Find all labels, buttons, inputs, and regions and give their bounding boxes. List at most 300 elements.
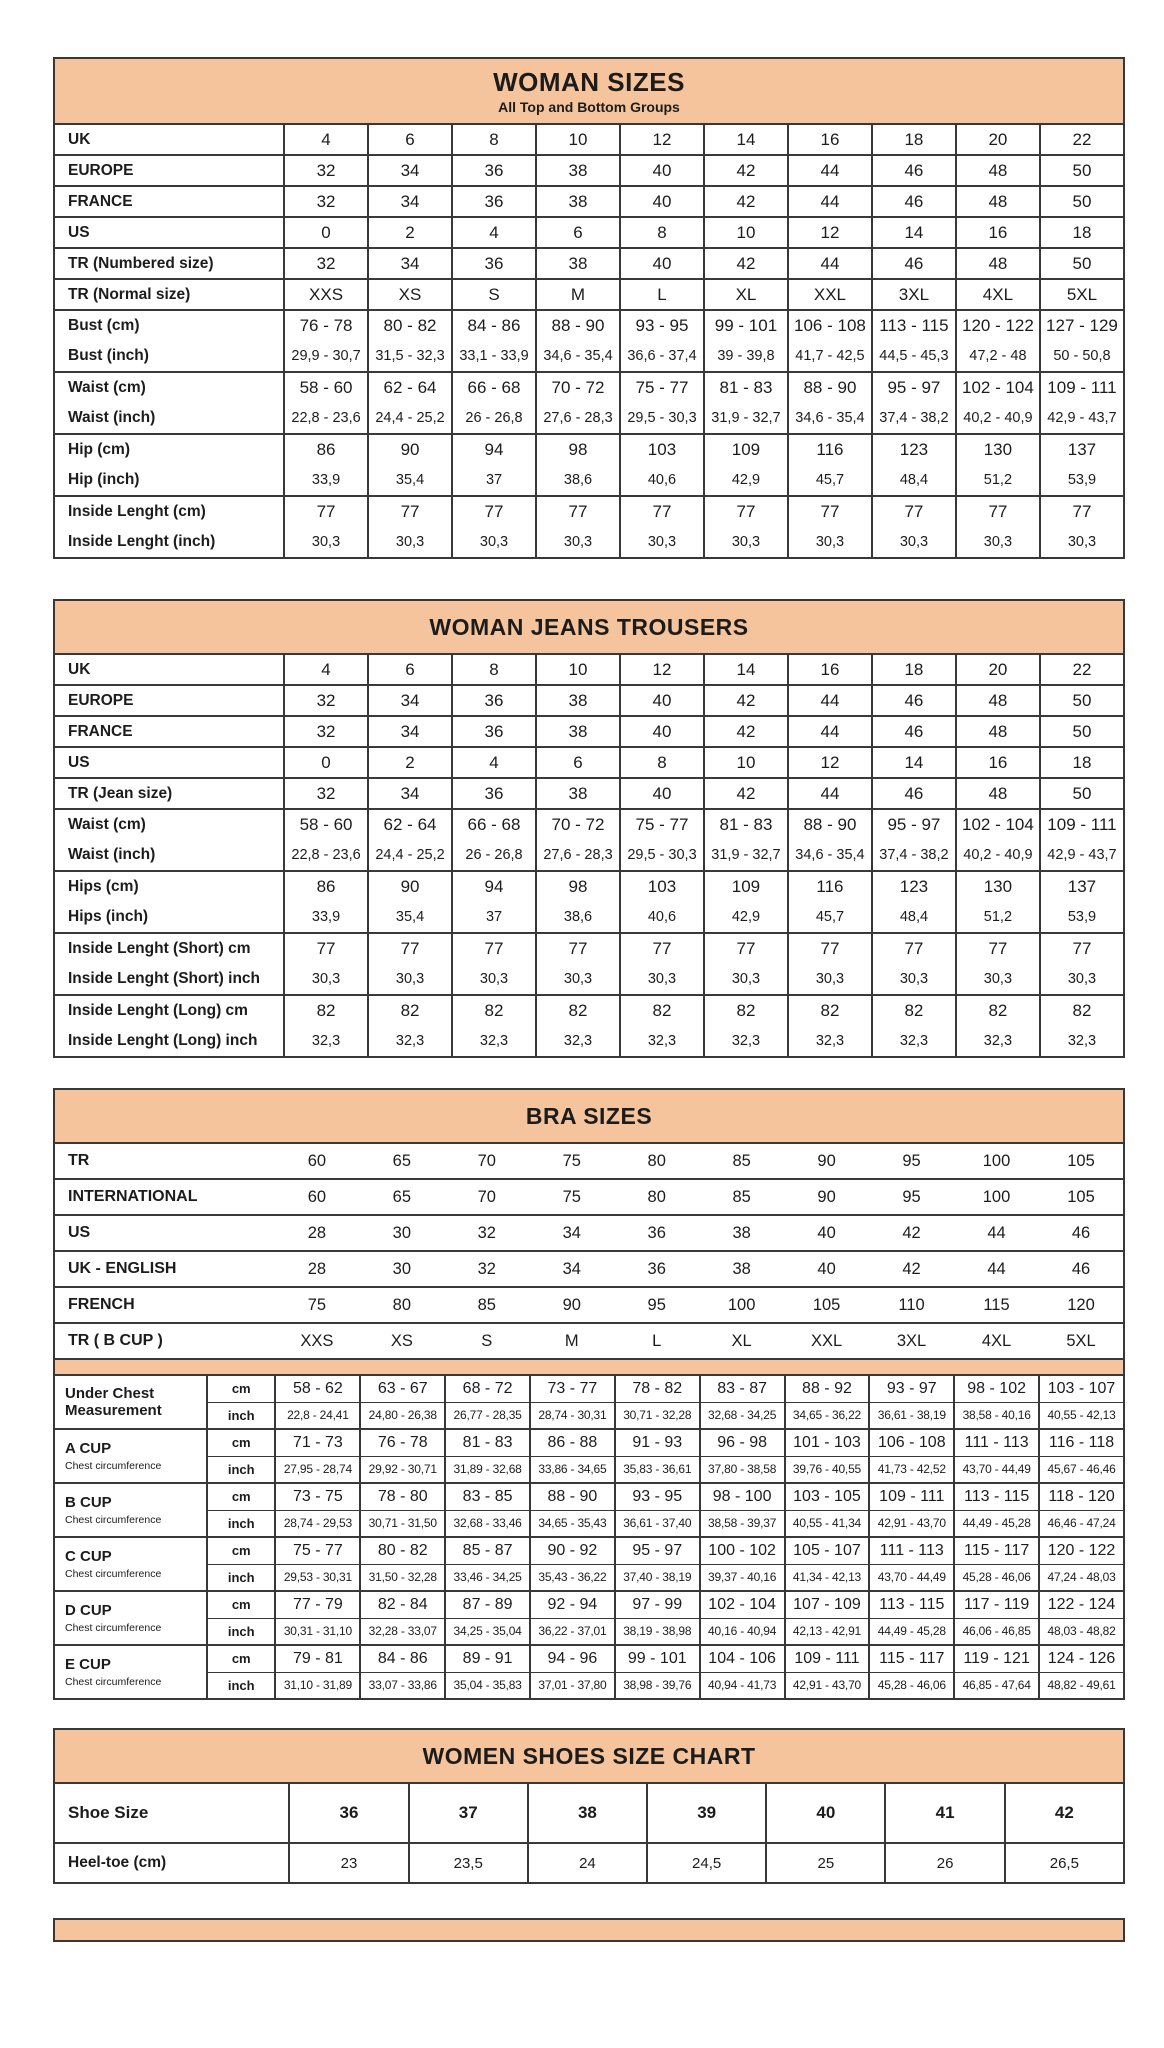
value-cell: 36,6 - 37,4 <box>620 341 704 372</box>
value-cell: 41,34 - 42,13 <box>785 1564 870 1591</box>
value-cell: 85 - 87 <box>445 1537 530 1564</box>
table-row <box>54 1645 1124 1672</box>
row-label: TR ( B CUP ) <box>54 1323 274 1359</box>
value-cell: 30,3 <box>452 527 536 558</box>
value-cell: 37 <box>409 1783 528 1843</box>
value-cell: 42,13 - 42,91 <box>785 1618 870 1645</box>
value-cell: 102 - 104 <box>700 1591 785 1618</box>
value-cell: 82 <box>704 995 788 1026</box>
value-cell: 115 - 117 <box>954 1537 1039 1564</box>
value-cell: 33,46 - 34,25 <box>445 1564 530 1591</box>
table-row <box>54 1483 1124 1510</box>
value-cell: 82 <box>620 995 704 1026</box>
value-cell: 16 <box>956 747 1040 778</box>
row-label: FRANCE <box>54 716 284 747</box>
value-cell: 90 <box>368 871 452 902</box>
value-cell: 110 <box>869 1287 954 1323</box>
value-cell: 6 <box>368 654 452 685</box>
value-cell: 16 <box>788 654 872 685</box>
value-cell: 37,01 - 37,80 <box>530 1672 615 1699</box>
row-label: Hips (inch) <box>54 902 284 933</box>
value-cell: 82 <box>284 995 368 1026</box>
value-cell: 113 - 115 <box>872 310 956 341</box>
value-cell: 38 <box>699 1215 784 1251</box>
value-cell: 28,74 - 29,53 <box>275 1510 360 1537</box>
value-cell: 137 <box>1040 871 1124 902</box>
table-row <box>54 1537 1124 1564</box>
value-cell: 30,3 <box>1040 964 1124 995</box>
value-cell: 23 <box>289 1843 408 1883</box>
value-cell: 42 <box>869 1215 954 1251</box>
value-cell: 31,89 - 32,68 <box>445 1456 530 1483</box>
value-cell: 16 <box>956 217 1040 248</box>
shoes-chart-section <box>53 1728 1125 1884</box>
value-cell: 109 <box>704 434 788 465</box>
value-cell: 3XL <box>872 279 956 310</box>
value-cell: 35,43 - 36,22 <box>530 1564 615 1591</box>
value-cell: 48,4 <box>872 902 956 933</box>
value-cell: 98 - 100 <box>700 1483 785 1510</box>
value-cell: 42 <box>1005 1783 1124 1843</box>
value-cell: 30,3 <box>536 964 620 995</box>
value-cell: 109 <box>704 871 788 902</box>
table-row <box>54 685 1124 716</box>
value-cell: 34 <box>529 1215 614 1251</box>
value-cell: 123 <box>872 434 956 465</box>
value-cell: 70 <box>444 1179 529 1215</box>
value-cell: 79 - 81 <box>275 1645 360 1672</box>
value-cell: 35,4 <box>368 902 452 933</box>
unit-cell: inch <box>207 1564 275 1591</box>
value-cell: 37,80 - 38,58 <box>700 1456 785 1483</box>
value-cell: 86 <box>284 871 368 902</box>
value-cell: 75 <box>529 1143 614 1179</box>
value-cell: 87 - 89 <box>445 1591 530 1618</box>
value-cell: 75 - 77 <box>275 1537 360 1564</box>
value-cell: 130 <box>956 434 1040 465</box>
value-cell: 115 <box>954 1287 1039 1323</box>
value-cell: 102 - 104 <box>956 809 1040 840</box>
value-cell: 14 <box>704 654 788 685</box>
value-cell: 32 <box>284 685 368 716</box>
table-row <box>54 1591 1124 1618</box>
shoes-chart-table <box>53 1782 1125 1884</box>
bra-sizes-header <box>53 1088 1125 1142</box>
table-row <box>54 1783 1124 1843</box>
value-cell: 92 - 94 <box>530 1591 615 1618</box>
value-cell: 44 <box>954 1215 1039 1251</box>
next-table-header-strip <box>53 1918 1125 1942</box>
woman-sizes-subtitle: All Top and Bottom Groups <box>498 99 680 115</box>
cup-label <box>54 1483 207 1537</box>
unit-cell: cm <box>207 1591 275 1618</box>
value-cell: 93 - 97 <box>869 1375 954 1402</box>
value-cell: 26,77 - 28,35 <box>445 1402 530 1429</box>
row-label: Waist (cm) <box>54 809 284 840</box>
value-cell: 10 <box>536 654 620 685</box>
value-cell: 46,06 - 46,85 <box>954 1618 1039 1645</box>
value-cell: 77 <box>536 933 620 964</box>
value-cell: 40 <box>620 248 704 279</box>
table-row <box>54 465 1124 496</box>
value-cell: 98 <box>536 434 620 465</box>
value-cell: XXS <box>274 1323 359 1359</box>
cup-sublabel: Chest circumference <box>65 1513 162 1526</box>
value-cell: 30,3 <box>788 527 872 558</box>
value-cell: 80 <box>614 1143 699 1179</box>
value-cell: 99 - 101 <box>615 1645 700 1672</box>
value-cell: 120 - 122 <box>1039 1537 1124 1564</box>
table-row <box>54 124 1124 155</box>
value-cell: 78 - 80 <box>360 1483 445 1510</box>
cup-sublabel: Chest circumference <box>65 1567 162 1580</box>
value-cell: 53,9 <box>1040 465 1124 496</box>
value-cell: 41 <box>885 1783 1004 1843</box>
value-cell: 46,85 - 47,64 <box>954 1672 1039 1699</box>
value-cell: 34,6 - 35,4 <box>788 840 872 871</box>
value-cell: 109 - 111 <box>785 1645 870 1672</box>
value-cell: 30,31 - 31,10 <box>275 1618 360 1645</box>
value-cell: 32,3 <box>1040 1026 1124 1057</box>
value-cell: 34 <box>368 155 452 186</box>
table-row <box>54 186 1124 217</box>
value-cell: 80 <box>614 1179 699 1215</box>
value-cell: 106 - 108 <box>869 1429 954 1456</box>
value-cell: 95 <box>614 1287 699 1323</box>
value-cell: M <box>529 1323 614 1359</box>
value-cell: 77 <box>1040 496 1124 527</box>
value-cell: 22,8 - 23,6 <box>284 840 368 871</box>
value-cell: 39,76 - 40,55 <box>785 1456 870 1483</box>
value-cell: 30,3 <box>956 964 1040 995</box>
value-cell: 46 <box>872 155 956 186</box>
value-cell: XL <box>704 279 788 310</box>
value-cell: 48 <box>956 778 1040 809</box>
value-cell: 5XL <box>1040 279 1124 310</box>
value-cell: 48 <box>956 248 1040 279</box>
row-label: FRANCE <box>54 186 284 217</box>
table-row <box>54 310 1124 341</box>
value-cell: 28 <box>274 1251 359 1287</box>
value-cell: 8 <box>452 654 536 685</box>
value-cell: 48,4 <box>872 465 956 496</box>
value-cell: 77 - 79 <box>275 1591 360 1618</box>
row-label: Hips (cm) <box>54 871 284 902</box>
value-cell: 45,7 <box>788 465 872 496</box>
table-row <box>54 964 1124 995</box>
value-cell: 77 <box>788 933 872 964</box>
value-cell: 48 <box>956 716 1040 747</box>
value-cell: 123 <box>872 871 956 902</box>
value-cell: 38,19 - 38,98 <box>615 1618 700 1645</box>
value-cell: 100 - 102 <box>700 1537 785 1564</box>
row-label: Inside Lenght (cm) <box>54 496 284 527</box>
value-cell: 90 <box>784 1143 869 1179</box>
table-row <box>54 155 1124 186</box>
table-row <box>54 1510 1124 1537</box>
jeans-trousers-header <box>53 599 1125 653</box>
value-cell: 77 <box>284 933 368 964</box>
value-cell: 27,6 - 28,3 <box>536 840 620 871</box>
value-cell: 70 - 72 <box>536 809 620 840</box>
value-cell: 32,3 <box>956 1026 1040 1057</box>
value-cell: 32,3 <box>620 1026 704 1057</box>
value-cell: 77 <box>956 496 1040 527</box>
value-cell: 36,61 - 37,40 <box>615 1510 700 1537</box>
value-cell: 46 <box>872 685 956 716</box>
value-cell: 34 <box>368 778 452 809</box>
row-label: Bust (cm) <box>54 310 284 341</box>
value-cell: 42 <box>704 248 788 279</box>
value-cell: 77 <box>284 496 368 527</box>
row-label: Inside Lenght (Short) inch <box>54 964 284 995</box>
row-label: EUROPE <box>54 685 284 716</box>
row-label: INTERNATIONAL <box>54 1179 274 1215</box>
value-cell: 38,98 - 39,76 <box>615 1672 700 1699</box>
value-cell: 35,83 - 36,61 <box>615 1456 700 1483</box>
value-cell: 77 <box>704 933 788 964</box>
value-cell: 100 <box>954 1179 1039 1215</box>
value-cell: 39 <box>647 1783 766 1843</box>
value-cell: 37 <box>452 465 536 496</box>
value-cell: 22 <box>1040 124 1124 155</box>
value-cell: 31,9 - 32,7 <box>704 840 788 871</box>
value-cell: 34,25 - 35,04 <box>445 1618 530 1645</box>
table-row <box>54 248 1124 279</box>
table-row <box>54 1429 1124 1456</box>
value-cell: 36,22 - 37,01 <box>530 1618 615 1645</box>
value-cell: 77 <box>872 933 956 964</box>
value-cell: 42,9 <box>704 465 788 496</box>
table-row <box>54 1672 1124 1699</box>
value-cell: 95 - 97 <box>872 372 956 403</box>
table-row <box>54 654 1124 685</box>
value-cell: 30,3 <box>872 527 956 558</box>
value-cell: L <box>614 1323 699 1359</box>
table-row <box>54 279 1124 310</box>
shoes-chart-header <box>53 1728 1125 1782</box>
value-cell: 80 <box>359 1287 444 1323</box>
value-cell: 93 - 95 <box>620 310 704 341</box>
value-cell: 30,71 - 31,50 <box>360 1510 445 1537</box>
value-cell: 42 <box>869 1251 954 1287</box>
value-cell: 28 <box>274 1215 359 1251</box>
value-cell: 30 <box>359 1215 444 1251</box>
value-cell: 88 - 90 <box>788 372 872 403</box>
value-cell: 24 <box>528 1843 647 1883</box>
value-cell: 106 - 108 <box>788 310 872 341</box>
row-label: Hip (inch) <box>54 465 284 496</box>
bra-sizes-section <box>53 1088 1125 1700</box>
unit-cell: cm <box>207 1483 275 1510</box>
value-cell: 36 <box>452 716 536 747</box>
value-cell: 4XL <box>954 1323 1039 1359</box>
value-cell: XXL <box>788 279 872 310</box>
value-cell: 30,3 <box>788 964 872 995</box>
value-cell: 37 <box>452 902 536 933</box>
value-cell: 24,5 <box>647 1843 766 1883</box>
value-cell: 31,5 - 32,3 <box>368 341 452 372</box>
unit-cell: cm <box>207 1537 275 1564</box>
value-cell: 24,80 - 26,38 <box>360 1402 445 1429</box>
row-label: Hip (cm) <box>54 434 284 465</box>
row-label: UK <box>54 124 284 155</box>
table-row <box>54 1287 1124 1323</box>
row-label: Waist (inch) <box>54 403 284 434</box>
value-cell: 95 <box>869 1179 954 1215</box>
value-cell: 81 - 83 <box>445 1429 530 1456</box>
value-cell: 44,49 - 45,28 <box>954 1510 1039 1537</box>
value-cell: 101 - 103 <box>785 1429 870 1456</box>
value-cell: 98 - 102 <box>954 1375 1039 1402</box>
value-cell: 85 <box>699 1179 784 1215</box>
unit-cell: cm <box>207 1645 275 1672</box>
value-cell: 41,7 - 42,5 <box>788 341 872 372</box>
value-cell: 60 <box>274 1143 359 1179</box>
value-cell: 38 <box>536 155 620 186</box>
cup-label <box>54 1429 207 1483</box>
value-cell: 36 <box>452 186 536 217</box>
value-cell: 36 <box>452 685 536 716</box>
value-cell: 0 <box>284 747 368 778</box>
value-cell: 40 <box>784 1251 869 1287</box>
row-label: US <box>54 747 284 778</box>
cup-name: Under Chest Measurement <box>65 1384 162 1419</box>
value-cell: 42 <box>704 186 788 217</box>
value-cell: 36 <box>452 248 536 279</box>
value-cell: 77 <box>368 496 452 527</box>
value-cell: 42 <box>704 155 788 186</box>
table-row <box>54 1026 1124 1057</box>
value-cell: 46 <box>1039 1251 1124 1287</box>
value-cell: 35,4 <box>368 465 452 496</box>
value-cell: 83 - 87 <box>700 1375 785 1402</box>
value-cell: 80 - 82 <box>368 310 452 341</box>
unit-cell: inch <box>207 1456 275 1483</box>
value-cell: 44 <box>788 186 872 217</box>
value-cell: 37,4 - 38,2 <box>872 840 956 871</box>
value-cell: 37,4 - 38,2 <box>872 403 956 434</box>
value-cell: 4XL <box>956 279 1040 310</box>
shoes-chart-title: WOMEN SHOES SIZE CHART <box>422 1742 756 1769</box>
value-cell: 44 <box>788 248 872 279</box>
value-cell: 113 - 115 <box>869 1591 954 1618</box>
value-cell: XS <box>359 1323 444 1359</box>
value-cell: 30,3 <box>368 964 452 995</box>
value-cell: 47,24 - 48,03 <box>1039 1564 1124 1591</box>
value-cell: 26 <box>885 1843 1004 1883</box>
value-cell: 32 <box>284 716 368 747</box>
row-label: TR (Normal size) <box>54 279 284 310</box>
value-cell: 104 - 106 <box>700 1645 785 1672</box>
value-cell: 65 <box>359 1143 444 1179</box>
value-cell: 75 <box>529 1179 614 1215</box>
value-cell: 32 <box>444 1251 529 1287</box>
value-cell: 95 - 97 <box>872 809 956 840</box>
value-cell: 36 <box>614 1251 699 1287</box>
value-cell: 30,3 <box>704 527 788 558</box>
value-cell: 44 <box>788 155 872 186</box>
value-cell: 26 - 26,8 <box>452 840 536 871</box>
value-cell: 86 <box>284 434 368 465</box>
value-cell: 28,74 - 30,31 <box>530 1402 615 1429</box>
value-cell: 93 - 95 <box>615 1483 700 1510</box>
value-cell: 99 - 101 <box>704 310 788 341</box>
value-cell: 40,2 - 40,9 <box>956 403 1040 434</box>
value-cell: 32,3 <box>452 1026 536 1057</box>
value-cell: 58 - 60 <box>284 372 368 403</box>
row-label: Bust (inch) <box>54 341 284 372</box>
value-cell: 47,2 - 48 <box>956 341 1040 372</box>
value-cell: 14 <box>704 124 788 155</box>
cup-name: E CUP <box>65 1656 111 1674</box>
value-cell: 88 - 90 <box>536 310 620 341</box>
value-cell: 103 <box>620 871 704 902</box>
value-cell: 4 <box>284 124 368 155</box>
value-cell: S <box>452 279 536 310</box>
value-cell: 38,58 - 40,16 <box>954 1402 1039 1429</box>
value-cell: 40,55 - 42,13 <box>1039 1402 1124 1429</box>
value-cell: 26,5 <box>1005 1843 1124 1883</box>
table-row <box>54 403 1124 434</box>
table-row <box>54 1143 1124 1179</box>
value-cell: 30,3 <box>704 964 788 995</box>
unit-cell: inch <box>207 1510 275 1537</box>
value-cell: 109 - 111 <box>1040 372 1124 403</box>
value-cell: 82 <box>368 995 452 1026</box>
value-cell: 70 <box>444 1143 529 1179</box>
value-cell: 4 <box>452 747 536 778</box>
value-cell: 16 <box>788 124 872 155</box>
value-cell: 50 <box>1040 248 1124 279</box>
value-cell: 33,9 <box>284 465 368 496</box>
value-cell: 58 - 62 <box>275 1375 360 1402</box>
value-cell: 38,58 - 39,37 <box>700 1510 785 1537</box>
value-cell: 12 <box>788 217 872 248</box>
value-cell: 32,68 - 33,46 <box>445 1510 530 1537</box>
woman-sizes-header <box>53 57 1125 123</box>
table-row <box>54 1456 1124 1483</box>
value-cell: 42,9 <box>704 902 788 933</box>
value-cell: 113 - 115 <box>954 1483 1039 1510</box>
value-cell: 70 - 72 <box>536 372 620 403</box>
value-cell: 111 - 113 <box>869 1537 954 1564</box>
value-cell: 38 <box>536 186 620 217</box>
value-cell: 37,40 - 38,19 <box>615 1564 700 1591</box>
value-cell: 82 - 84 <box>360 1591 445 1618</box>
value-cell: 34 <box>368 716 452 747</box>
row-label: Inside Lenght (Short) cm <box>54 933 284 964</box>
value-cell: 75 - 77 <box>620 372 704 403</box>
cup-name: C CUP <box>65 1548 112 1566</box>
value-cell: 10 <box>536 124 620 155</box>
value-cell: 42 <box>704 685 788 716</box>
row-label: US <box>54 217 284 248</box>
table-row <box>54 1375 1124 1402</box>
value-cell: 29,92 - 30,71 <box>360 1456 445 1483</box>
value-cell: 38 <box>528 1783 647 1843</box>
value-cell: 43,70 - 44,49 <box>869 1564 954 1591</box>
value-cell: 82 <box>452 995 536 1026</box>
value-cell: 42,9 - 43,7 <box>1040 840 1124 871</box>
value-cell: 38,6 <box>536 902 620 933</box>
value-cell: 102 - 104 <box>956 372 1040 403</box>
value-cell: 75 <box>274 1287 359 1323</box>
value-cell: 40 <box>620 716 704 747</box>
value-cell: XXL <box>784 1323 869 1359</box>
value-cell: 35,04 - 35,83 <box>445 1672 530 1699</box>
value-cell: 36 <box>614 1215 699 1251</box>
